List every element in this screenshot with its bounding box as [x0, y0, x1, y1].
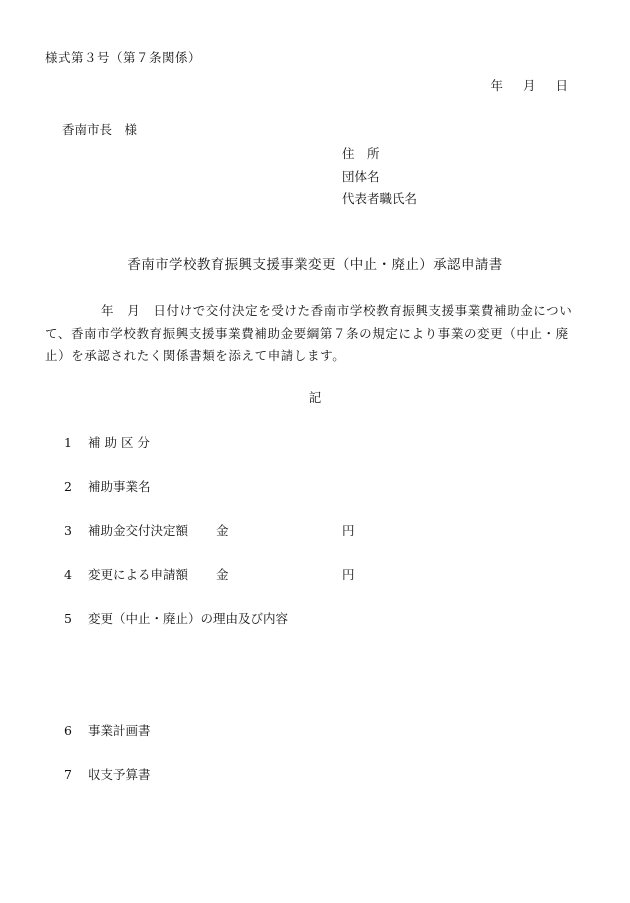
date-line: 年 月 日: [490, 78, 568, 93]
item-4: [64, 569, 188, 582]
item-number: 7: [64, 767, 72, 782]
item-1: [64, 437, 150, 450]
amount-unit: 円: [342, 523, 355, 538]
item-label: 補助金交付決定額: [88, 523, 189, 538]
item-number: 6: [64, 723, 72, 738]
item-number: 4: [64, 567, 72, 582]
item-label: 事業計画書: [88, 723, 151, 738]
amount-prefix: 金: [216, 567, 229, 582]
item-label: 変更（中止・廃止）の理由及び内容: [88, 611, 289, 626]
representative-label: 代表者職氏名: [342, 191, 418, 206]
item-2: [64, 481, 151, 494]
item-5: [64, 613, 288, 626]
amount-prefix: 金: [216, 523, 229, 538]
organization-label: 団体名: [342, 169, 380, 184]
body-paragraph: 年 月 日付けで交付決定を受けた香南市学校教育振興支援事業費補助金について、香南市学校教育振興支援事業費補助金要綱第７条の規定により事業の変更（中止・廃止）を承認されたく関係書類を添えて申請します。: [45, 303, 573, 363]
item-number: 3: [64, 523, 72, 538]
addressee: 香南市長 様: [62, 122, 138, 137]
amount-unit: 円: [342, 567, 355, 582]
item-label: 補助事業名: [88, 479, 151, 494]
document-title: 香南市学校教育振興支援事業変更（中止・廃止）承認申請書: [127, 257, 503, 273]
item-label: 収支予算書: [88, 767, 151, 782]
item-7: [64, 769, 151, 782]
item-number: 2: [64, 479, 72, 494]
item-label: 変更による申請額: [88, 567, 189, 582]
item-3: [64, 525, 188, 538]
item-number: 1: [64, 435, 72, 450]
item-6: [64, 725, 151, 738]
form-number: 様式第３号（第７条関係）: [45, 50, 202, 65]
item-number: 5: [64, 611, 72, 626]
ki-marker: 記: [308, 390, 322, 405]
item-label: 補 助 区 分: [88, 435, 150, 450]
address-label: 住 所: [342, 146, 380, 161]
